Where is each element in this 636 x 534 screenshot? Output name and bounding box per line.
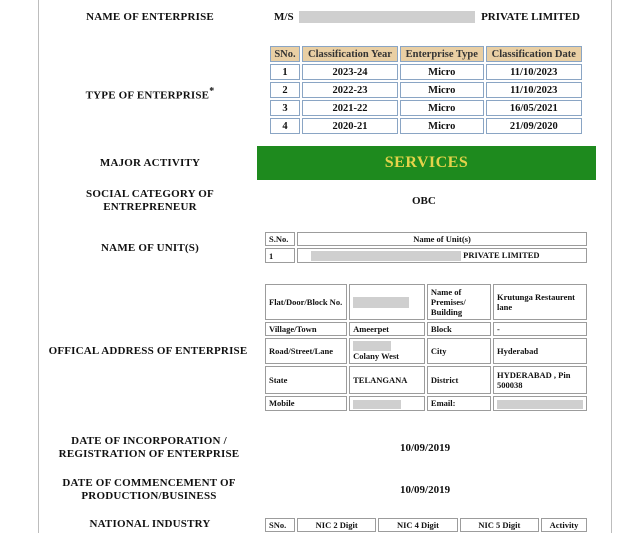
premises-value: Krutunga Restaurent lane [493, 284, 587, 320]
city-label: City [427, 338, 491, 364]
cell-sno: 1 [270, 64, 300, 80]
name-of-units-label: NAME OF UNIT(S) [101, 242, 199, 254]
units-header-row [265, 232, 587, 246]
header-classification-date: Classification Date [486, 46, 582, 62]
address-row [265, 366, 587, 394]
major-activity-label: MAJOR ACTIVITY [99, 157, 201, 169]
nic-header-5digit: NIC 5 Digit [460, 518, 539, 532]
cell-date: 11/10/2023 [486, 64, 582, 80]
state-value: TELANGANA [349, 366, 425, 394]
redacted-road [353, 341, 391, 351]
cell-type: Micro [400, 100, 484, 116]
header-sno: SNo. [270, 46, 300, 62]
units-cell-sno: 1 [265, 248, 295, 263]
social-category-value: OBC [412, 195, 436, 207]
cell-type: Micro [400, 82, 484, 98]
units-header-sno: S.No. [265, 232, 295, 246]
incorporation-value: 10/09/2019 [400, 442, 451, 454]
road-value [349, 338, 425, 364]
redacted-flat [353, 297, 409, 308]
cell-date: 21/09/2020 [486, 118, 582, 134]
header-enterprise-type: Enterprise Type [400, 46, 484, 62]
address-row [265, 396, 587, 411]
road-label: Road/Street/Lane [265, 338, 347, 364]
address-row [265, 284, 587, 320]
page-border-left [38, 0, 39, 533]
redacted-mobile [353, 400, 401, 409]
road-value-text: Colany West [353, 351, 400, 361]
type-label-text: TYPE OF ENTERPRISE [85, 89, 210, 102]
address-row [265, 338, 587, 364]
nic-header-2digit: NIC 2 Digit [297, 518, 376, 532]
cell-sno: 3 [270, 100, 300, 116]
table-row [270, 100, 582, 116]
mobile-label: Mobile [265, 396, 347, 411]
village-label: Village/Town [265, 322, 347, 336]
social-category-label: SOCIAL CATEGORY OF ENTREPRENEUR [86, 188, 214, 213]
cell-year: 2023-24 [302, 64, 398, 80]
village-value: Ameerpet [349, 322, 425, 336]
table-row [270, 118, 582, 134]
header-classification-year: Classification Year [302, 46, 398, 62]
email-label: Email: [427, 396, 491, 411]
classification-header-row [270, 46, 582, 62]
cell-year: 2021-22 [302, 100, 398, 116]
block-value: - [493, 322, 587, 336]
redacted-unit-name [311, 251, 461, 261]
cell-year: 2022-23 [302, 82, 398, 98]
cell-type: Micro [400, 118, 484, 134]
name-of-enterprise-label: NAME OF ENTERPRISE [86, 11, 214, 23]
redacted-email [497, 400, 583, 409]
cell-sno: 2 [270, 82, 300, 98]
services-banner: SERVICES [257, 146, 596, 180]
premises-label: Name of Premises/ Building [427, 284, 491, 320]
cell-year: 2020-21 [302, 118, 398, 134]
table-row [265, 248, 587, 263]
page-border-right [611, 0, 612, 533]
cell-date: 11/10/2023 [486, 82, 582, 98]
district-value: HYDERABAD , Pin 500038 [493, 366, 587, 394]
nic-header-4digit: NIC 4 Digit [378, 518, 457, 532]
district-label: District [427, 366, 491, 394]
nic-header-row [265, 518, 587, 532]
commencement-value: 10/09/2019 [400, 484, 451, 496]
units-name-suffix: PRIVATE LIMITED [463, 250, 540, 260]
nic-header-sno: SNo. [265, 518, 295, 532]
units-table [263, 230, 589, 265]
cell-sno: 4 [270, 118, 300, 134]
type-of-enterprise-label [70, 85, 230, 103]
enterprise-suffix: PRIVATE LIMITED [481, 11, 580, 23]
flat-value [349, 284, 425, 320]
address-row [265, 322, 587, 336]
units-cell-name [297, 248, 587, 263]
commencement-label: DATE OF COMMENCEMENT OF PRODUCTION/BUSINESS [62, 477, 236, 502]
enterprise-prefix: M/S [274, 11, 294, 23]
official-address-label: OFFICAL ADDRESS OF ENTERPRISE [48, 345, 248, 357]
nic-header-activity: Activity [541, 518, 587, 532]
block-label: Block [427, 322, 491, 336]
email-value [493, 396, 587, 411]
nic-table [263, 516, 589, 534]
city-value: Hyderabad [493, 338, 587, 364]
cell-type: Micro [400, 64, 484, 80]
redacted-name [299, 11, 475, 23]
units-header-name: Name of Unit(s) [297, 232, 587, 246]
national-industry-label: NATIONAL INDUSTRY [89, 518, 211, 530]
classification-table [268, 44, 584, 136]
address-table [263, 282, 589, 413]
required-asterisk: * [209, 86, 215, 97]
incorporation-label: DATE OF INCORPORATION / REGISTRATION OF ENTERPRISE [58, 435, 240, 460]
mobile-value [349, 396, 425, 411]
state-label: State [265, 366, 347, 394]
flat-label: Flat/Door/Block No. [265, 284, 347, 320]
table-row [270, 64, 582, 80]
enterprise-name-value [274, 11, 580, 23]
cell-date: 16/05/2021 [486, 100, 582, 116]
table-row [270, 82, 582, 98]
